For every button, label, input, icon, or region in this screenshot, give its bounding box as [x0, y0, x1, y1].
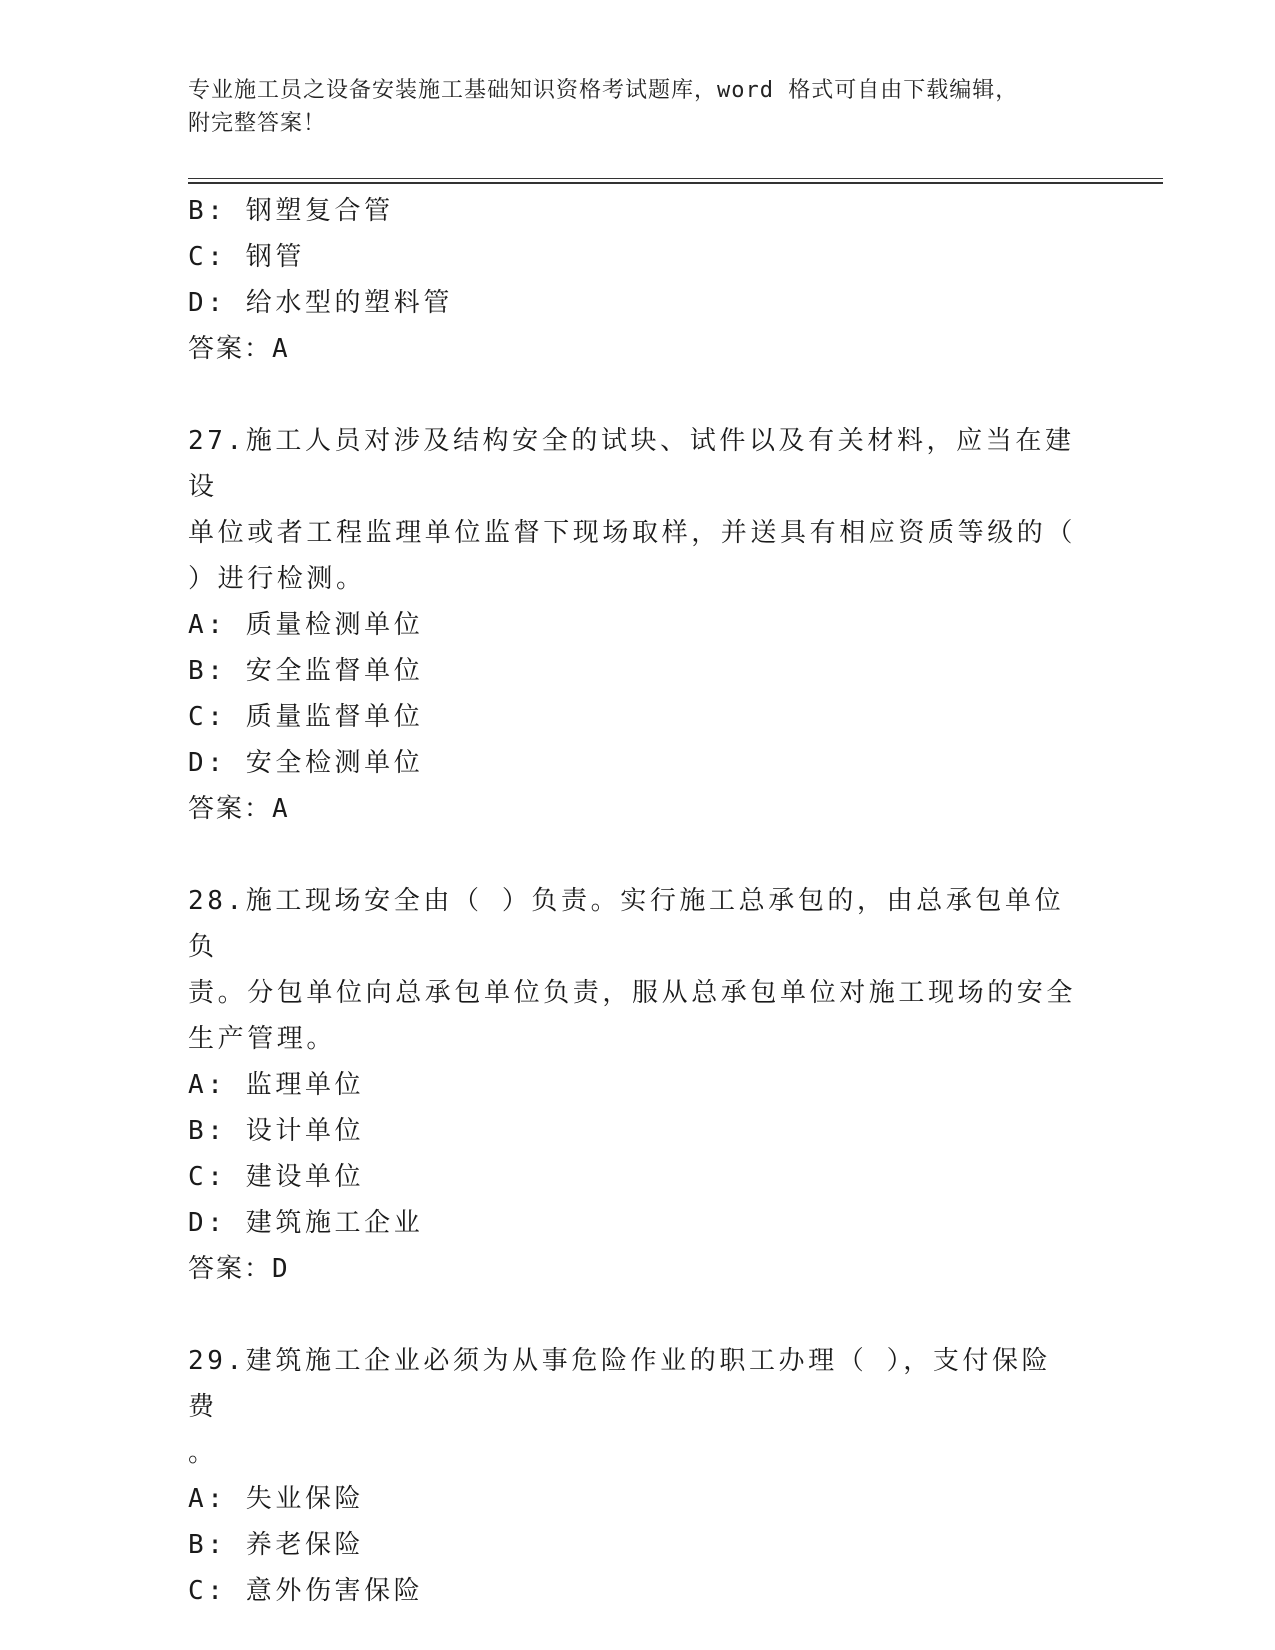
question-text-line-1: 29.建筑施工企业必须为从事危险作业的职工办理（ ），支付保险费	[188, 1346, 1052, 1422]
answer-line: 答案：D	[188, 1254, 290, 1284]
question-text-line-3: ）进行检测。	[188, 564, 366, 594]
document-header	[188, 74, 1088, 140]
option-c: C: 钢管	[188, 242, 305, 272]
option-b: B: 安全监督单位	[188, 656, 424, 686]
question-text-line-3: 生产管理。	[188, 1024, 337, 1054]
option-a: A: 失业保险	[188, 1484, 365, 1514]
question-26-tail	[188, 188, 1088, 372]
header-line-1: 专业施工员之设备安装施工基础知识资格考试题库，word 格式可自由下载编辑，	[188, 78, 1019, 103]
option-c: C: 建设单位	[188, 1162, 365, 1192]
question-list	[188, 188, 1088, 1614]
option-c: C: 意外伤害保险	[188, 1576, 424, 1606]
option-c: C: 质量监督单位	[188, 702, 424, 732]
question-text-line-2: 责。分包单位向总承包单位负责，服从总承包单位对施工现场的安全	[188, 978, 1077, 1008]
header-line-2: 附完整答案！	[188, 111, 327, 136]
spacer	[188, 1292, 1088, 1338]
option-b: B: 设计单位	[188, 1116, 365, 1146]
option-a: A: 质量检测单位	[188, 610, 424, 640]
question-28	[188, 878, 1088, 1292]
answer-line: 答案：A	[188, 794, 290, 824]
question-29	[188, 1338, 1088, 1614]
answer-line: 答案：A	[188, 334, 290, 364]
option-d: D: 给水型的塑料管	[188, 288, 453, 318]
question-text-line-1: 27.施工人员对涉及结构安全的试块、试件以及有关材料，应当在建设	[188, 426, 1075, 502]
header-divider-thin	[188, 178, 1163, 179]
option-d: D: 建筑施工企业	[188, 1208, 424, 1238]
header-divider-thick	[188, 182, 1163, 184]
question-text-line-2: 。	[188, 1438, 218, 1468]
question-27	[188, 418, 1088, 832]
spacer	[188, 372, 1088, 418]
spacer	[188, 832, 1088, 878]
question-text-line-1: 28.施工现场安全由（ ）负责。实行施工总承包的，由总承包单位负	[188, 886, 1065, 962]
option-b: B: 钢塑复合管	[188, 196, 394, 226]
option-a: A: 监理单位	[188, 1070, 365, 1100]
option-b: B: 养老保险	[188, 1530, 365, 1560]
option-d: D: 安全检测单位	[188, 748, 424, 778]
question-text-line-2: 单位或者工程监理单位监督下现场取样，并送具有相应资质等级的（	[188, 518, 1077, 548]
